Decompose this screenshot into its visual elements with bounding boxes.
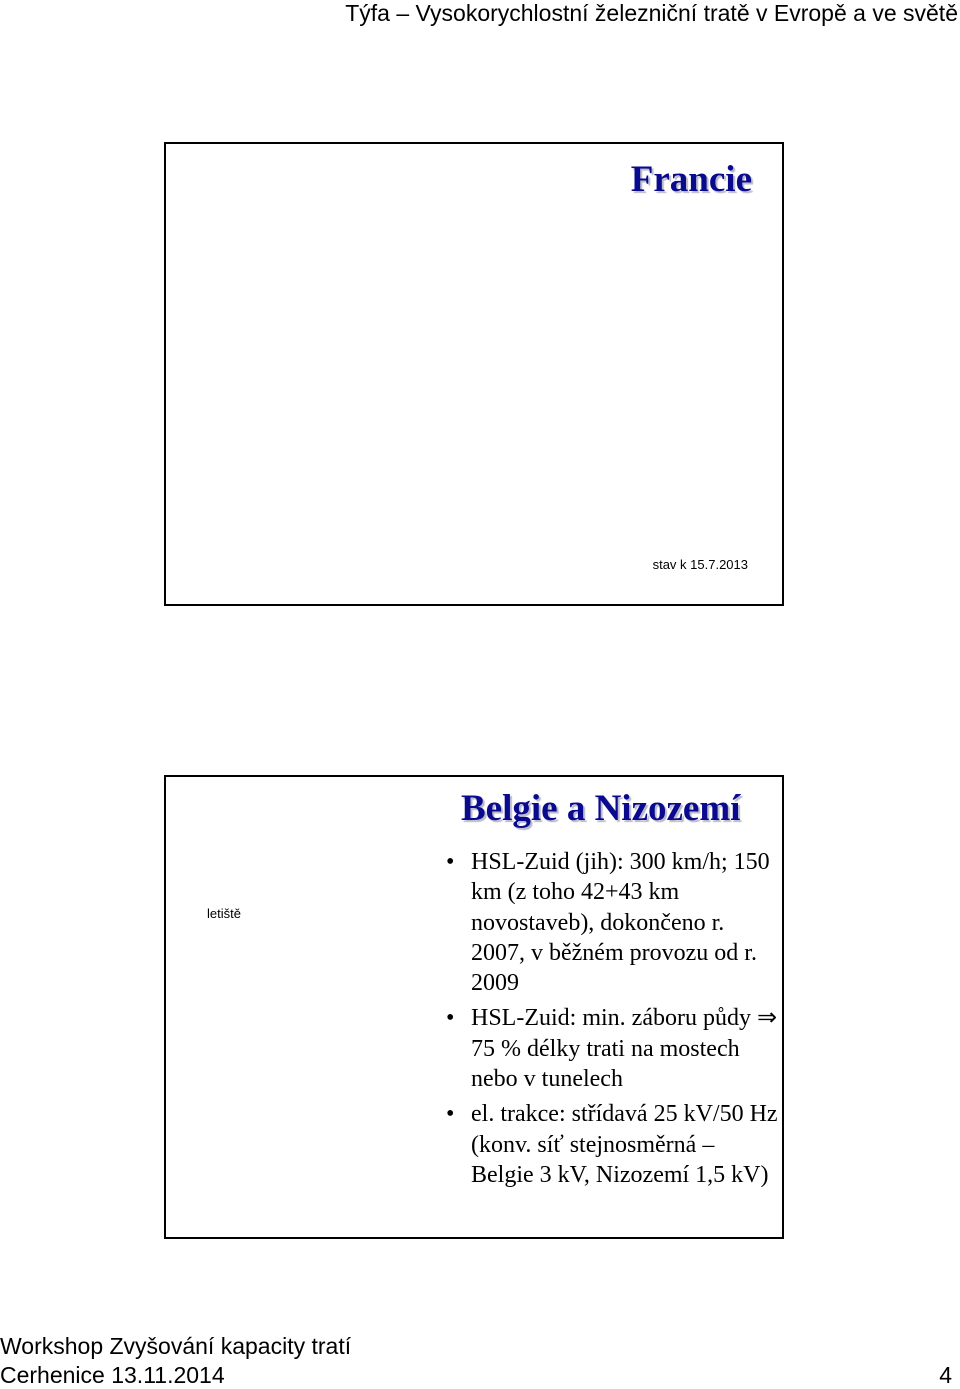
page-header: Týfa – Vysokorychlostní železniční tratě v Evropě a ve světě [345,0,958,26]
slide-francie [164,142,784,606]
slide-belgie-nizozemi [164,775,784,1239]
slide-title: Belgie a Nizozemí [461,788,741,829]
bullet-list [471,847,781,1195]
bullet-item: • HSL-Zuid (jih): 300 km/h; 150 km (z toho 42+43 km novostaveb), dokončeno r. 2007, v běžném provozu od r. 2009 [471,847,781,998]
page-number: 4 [939,1362,952,1388]
bullet-item: • HSL-Zuid: min. záboru půdy ⇒ 75 % délky trati na mostech nebo v tunelech [471,1003,781,1094]
footer-event: Workshop Zvyšování kapacity tratí [0,1333,352,1359]
map-label-airport: letiště [207,906,241,921]
bullet-item: • el. trakce: střídavá 25 kV/50 Hz (konv. síť stejnosměrná – Belgie 3 kV, Nizozemí 1,5 kV) [471,1099,781,1190]
slide-title: Francie [630,159,752,200]
status-date-note: stav k 15.7.2013 [652,557,748,572]
footer-place-date: Cerhenice 13.11.2014 [0,1362,225,1388]
